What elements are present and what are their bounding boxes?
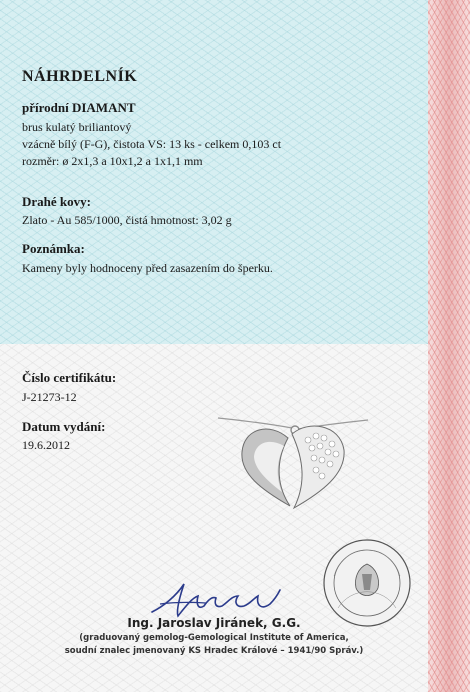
cert-number-label: Číslo certifikátu: bbox=[22, 370, 117, 385]
signature bbox=[146, 576, 286, 620]
signer-credentials: (graduovaný gemolog-Gemological Institute of America, bbox=[79, 633, 349, 643]
stone-heading: přírodní DIAMANT bbox=[22, 100, 136, 115]
issue-date-label: Datum vydání: bbox=[22, 419, 106, 434]
heart-pendant-image bbox=[218, 398, 368, 513]
stone-quality: vzácně bílý (F-G), čistota VS: 13 ks - celkem 0,103 ct bbox=[22, 137, 282, 151]
security-ribbon bbox=[428, 0, 470, 692]
note-heading: Poznámka: bbox=[22, 241, 85, 256]
certificate-title: NÁHRDELNÍK bbox=[22, 68, 138, 85]
certificate-top-panel bbox=[0, 0, 428, 344]
metals-heading: Drahé kovy: bbox=[22, 194, 91, 209]
issue-date-value: 19.6.2012 bbox=[22, 438, 70, 452]
signer-appointment: soudní znalec jmenovaný KS Hradec Králové – 1941/90 Správ.) bbox=[64, 646, 364, 656]
cert-number-value: J-21273-12 bbox=[22, 390, 77, 404]
official-seal bbox=[322, 538, 412, 628]
stone-size: rozměr: ø 2x1,3 a 10x1,2 a 1x1,1 mm bbox=[22, 154, 203, 168]
signer-name: Ing. Jaroslav Jiránek, G.G. bbox=[127, 616, 301, 630]
note-value: Kameny byly hodnoceny před zasazením do šperku. bbox=[22, 261, 273, 275]
metals-value: Zlato - Au 585/1000, čistá hmotnost: 3,02 g bbox=[22, 213, 232, 227]
stone-cut: brus kulatý briliantový bbox=[22, 120, 132, 134]
